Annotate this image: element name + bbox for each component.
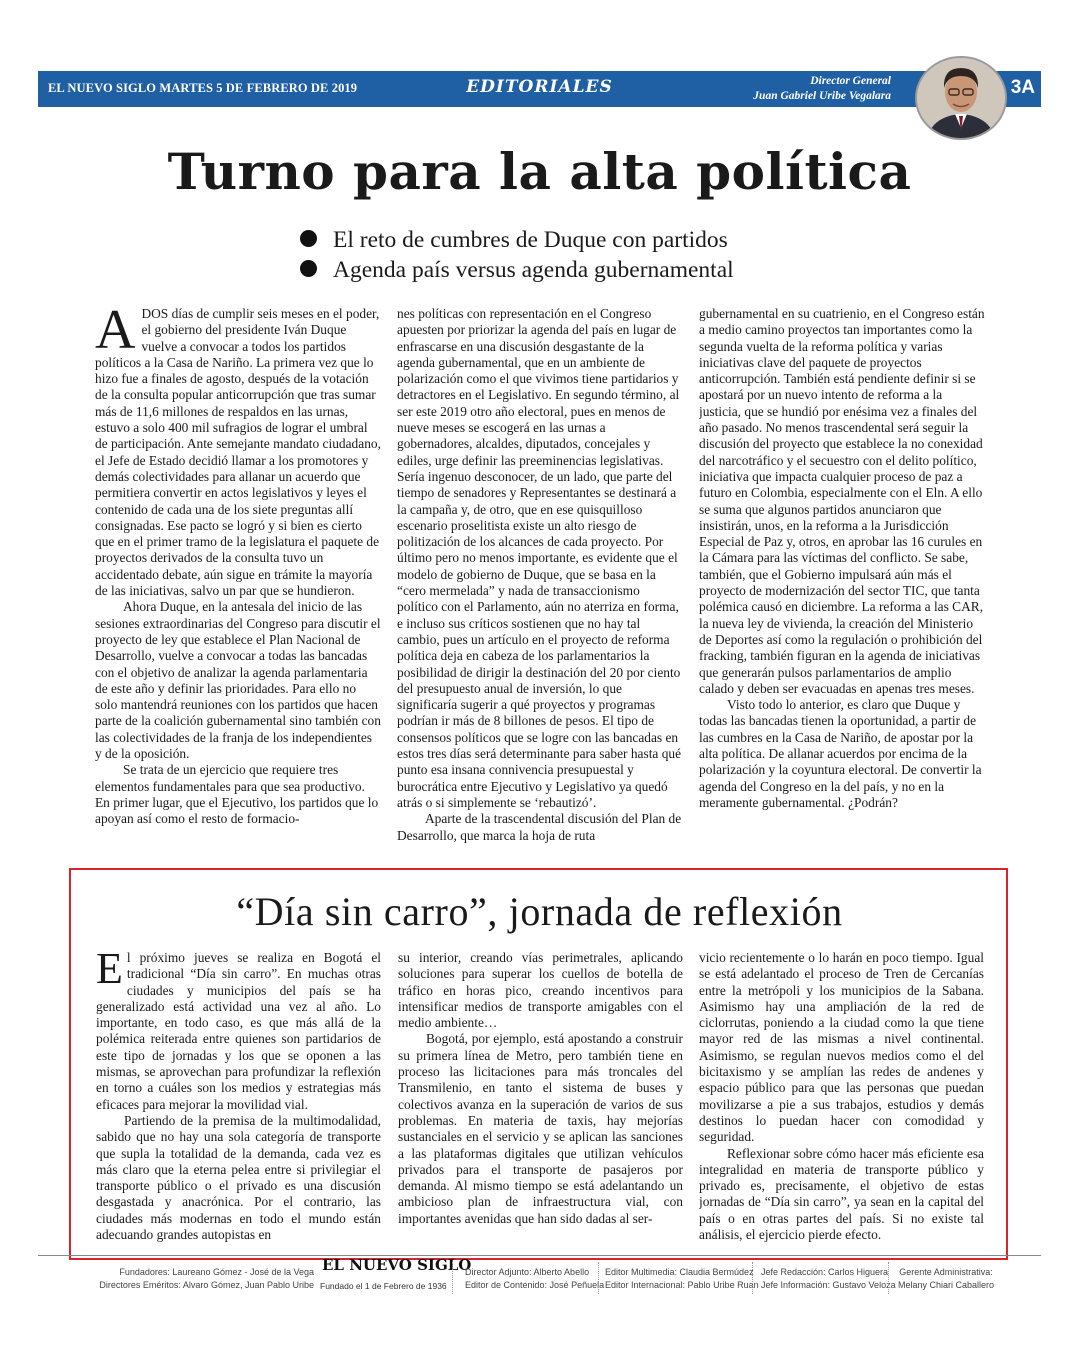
header-date: EL NUEVO SIGLO MARTES 5 DE FEBRERO DE 2019 [48,81,358,95]
editorial-2-column-3 [699,950,984,1246]
paragraph: Partiendo de la premisa de la multimodalidad, sabido que no hay una sola categoría de transporte que supla la totalidad de la demanda, cada vez es más claro que la eterna pelea entre si privilegiar el transporte público o el privado es una discusión desgastada y anacrónica. Por el contrario, las ciudades más modernas en todo el mundo están adecuando grandes autopistas en [96,1112,381,1243]
dropcap: A [95,306,136,361]
header-bar [38,71,1041,107]
director-title: Director General [810,75,891,87]
editorial-title-2: “Día sin carro”, jornada de reflexión [236,889,843,934]
footer-editors-1: Director Adjunto: Alberto Abello Editor de Contenido: José Peñuela [465,1267,605,1290]
editorial-1-column-3 [699,306,986,867]
footer-logo: EL NUEVO SIGLO [322,1256,472,1274]
footer-founders: Fundadores: Laureano Gómez - José de la Vega Directores Eméritos: Alvaro Gómez, Juan Pablo Uribe [99,1267,314,1290]
paragraph: DOS días de cumplir seis meses en el poder, el gobierno del presidente Iván Duque vuelve a convocar a todos los partidos políticos a la Casa de Nariño. La primera vez que lo hizo fue a finales de agosto, después de la votación de la consulta popular anticorrupción que tras sumar más de 11,6 millones de respaldos en las urnas, estuvo a solo 400 mil sufragios de lograr el umbral de participación. Ante semejante mandato ciudadano, el Jefe de Estado decidió llamar a los promotores y demás colectividades para allanar un acuerdo que permitiera convertir en actos legislativos y leyes el contenido de cada una de los siete preguntas allí consignadas. Ese pacto se logró y si bien es cierto que en el primer tramo de la legislatura el paquete de proyectos derivados de la consulta tuvo un accidentado debate, aún sigue en trámite la mayoría de las iniciativas, salvo un par que se hundieron. [95,306,381,599]
editorial-1-bullets [300,225,734,285]
editorial-1-column-2 [397,306,684,867]
director-name: Juan Gabriel Uribe Vegalara [753,90,891,102]
paragraph: Aparte de la trascendental discusión del Plan de Desarrollo, que marca la hoja de ruta [397,811,682,843]
paragraph: Ahora Duque, en la antesala del inicio de las sesiones extraordinarias del Congreso para discutir el proyecto de ley que establece el Plan Nacional de Desarrollo, vuelve a convocar a todas las bancadas con el objetivo de analizar la agenda parlamentaria de este año y definir las prioridades. Para ello no solo mantendrá reuniones con los partidos que hacen parte de la coalición gubernamental sino también con las colectividades de la franja de los independientes y de la oposición. [95,599,381,762]
footer-divider [38,1255,1041,1256]
footer-editors-2: Editor Multimedia: Claudia Bermúdez Editor Internacional: Pablo Uribe Ruan [605,1267,759,1290]
director-credit [753,74,891,104]
section-title: EDITORIALES [466,77,613,97]
paragraph: Visto todo lo anterior, es claro que Duque y todas las bancadas tienen la oportunidad, a partir de las cumbres en la Casa de Nariño, de apostar por la alta política. De allanar acuerdos por encima de la polarización y la coyuntura electoral. De convertir la agenda del Congreso en la del país, y no en la meramente gubernamental. ¿Podrán? [699,697,982,810]
person-portrait-icon [917,58,1005,138]
paragraph: su interior, creando vías perimetrales, aplicando soluciones para superar los cuellos de botella de tráfico en horas pico, creando incentivos para intensificar medios de transporte amigables con el medio ambiente… [398,950,683,1031]
bullet-icon [300,260,317,277]
footer-separator [752,1262,753,1294]
paragraph: gubernamental en su cuatrienio, en el Congreso están a medio camino proyectos tan importantes como la segunda vuelta de la reforma política y varias iniciativas clave del paquete de proyectos anticorrupción. También está pendiente definir si se apostará por un nuevo intento de reforma a la justicia, que se hundió por enésima vez a finales del año pasado. No menos trascendental será seguir la discusión del proyecto que establece la no conexidad del narcotráfico y el secuestro con el delito político, iniciativa que impacta cualquier proceso de paz a futuro en Colombia, especialmente con el Eln. A ello se suma que algunos partidos anunciaron que insistirán, unos, en la reforma a la Jurisdicción Especial de Paz y, otros, en aprobar las 16 curules en la Cámara para las víctimas del conflicto. Se sabe, también, que el Gobierno impulsará aún más el proyecto de modernización del sector TIC, que tanta polémica causó en diciembre. La reforma a las CAR, la nueva ley de vivienda, la creación del Ministerio de Deportes así como la regulación o prohibición del fracking, también figuran en la agenda de iniciativas que generarán pulsos parlamentarios de amplio calado y deben ser evacuadas en apenas tres meses. [699,306,985,696]
editorial-2-column-2 [398,950,683,1246]
editorial-2-column-1 [96,950,381,1246]
footer-editors-3: Jefe Redacción: Carlos Higuera Jefe Información: Gustavo Veloza [761,1267,896,1290]
dropcap: E [96,950,123,993]
paragraph: nes políticas con representación en el Congreso apuesten por priorizar la agenda del país en lugar de enfrascarse en una discusión desgastante de la agenda gubernamental, que en un ambiente de polarización como el que vivimos tiene partidarios y detractores en el Legislativo. En segundo término, al ser este 2019 otro año electoral, pues en menos de nueve meses se escogerá en las urnas a gobernadores, alcaldes, diputados, concejales y ediles, urge definir las preeminencias legislativas. Sería ingenuo desconocer, de un lado, que parte del tiempo de senadores y Representantes se destinará a la campaña y, de otro, que en ese quisquilloso escenario proselitista existe un alto riesgo de politización de los alcances de cada proyecto. Por último pero no menos importante, es evidente que el modelo de gobierno de Duque, que se basa en la “cero mermelada” y nada de transaccionismo político con el Parlamento, aún no aterriza en forma, e incluso sus críticos sostienen que no hay tal cambio, pues un artículo en el proyecto de reforma política deja en cabeza de los parlamentarios la posibilidad de dirigir la destinación del 20 por ciento del presupuesto anual de inversión, lo que significaría sugerir a qué proyectos y programas podrían ir más de 8 billones de pesos. El tipo de consensos políticos que se logre con las bancadas en estos tres días será determinante para saber hasta qué punto esa insana connivencia presupuestal y burocrática entre Ejecutivo y Legislativo ya quedó atrás o si simplemente se ‘rebautizó’. [397,306,682,810]
bullet-item: Agenda país versus agenda gubernamental [300,255,734,285]
editorial-1-column-1 [95,306,381,867]
bullet-item: El reto de cumbres de Duque con partidos [300,225,734,255]
paragraph: Bogotá, por ejemplo, está apostando a construir su primera línea de Metro, pero también tiene en proceso las licitaciones para más troncales del Transmilenio, en tanto el sistema de buses y colectivos avanza en la superación de varios de sus problemas. En materia de taxis, hay mejorías sustanciales en el servicio y se aplican las sanciones a las plataformas digitales que utilizan vehículos privados para el transporte de pasajeros por demanda. Al mismo tiempo se está adelantando un ambicioso plan de infraestructura vial, con importantes avenidas que han sido dadas al ser- [398,1031,683,1226]
paragraph: l próximo jueves se realiza en Bogotá el tradicional “Día sin carro”. En muchas otras ciudades y municipios del país se ha generalizado está actividad una vez al año. Lo importante, en todo caso, es que más allá de la polémica reiterada entre quienes son partidarios de este tipo de jornadas y los que se oponen a las mismas, se aprovechan para profundizar la reflexión en torno a cuáles son los medios y estrategias más eficaces para mejorar la movilidad vial. [96,950,381,1112]
paragraph: Reflexionar sobre cómo hacer más eficiente esa integralidad en materia de transporte público y privado es, precisamente, el objetivo de estas jornadas de “Día sin carro”, ya sean en la capital del país o en otras partes del país. Si no existe tal análisis, el ejercicio pierde efecto. [699,1145,984,1243]
footer-founded: Fundado el 1 de Febrero de 1936 [320,1281,447,1291]
page-number: 3A [1010,77,1035,98]
bullet-icon [300,230,317,247]
footer-separator [888,1262,889,1294]
editorial-title-1: Turno para la alta política [167,142,912,201]
footer-separator [598,1262,599,1294]
footer-manager: Gerente Administrativa: Melany Chiari Caballero [897,1267,995,1290]
paragraph: vicio recientemente o lo harán en poco tiempo. Igual se está adelantado el proceso de Tren de Cercanías entre la metrópoli y los municipios de la Sabana. Asimismo hay una ampliación de la red de ciclorrutas, poniendo a la ciudad como la que tiene mayor red de las mismas a nivel continental. Asimismo, se regulan nuevos medios como el del bicitaxismo y se amplían las redes de andenes y espacio público para que las personas que puedan movilizarse a pie a sus trabajos, estudios y demás destinos lo puedan hacer con comodidad y seguridad. [699,950,984,1145]
footer-separator [452,1262,453,1294]
director-portrait [915,56,1007,140]
paragraph: Se trata de un ejercicio que requiere tres elementos fundamentales para que sea productivo. En primer lugar, que el Ejecutivo, los partidos que lo apoyan así como el resto de formacio- [95,762,379,827]
